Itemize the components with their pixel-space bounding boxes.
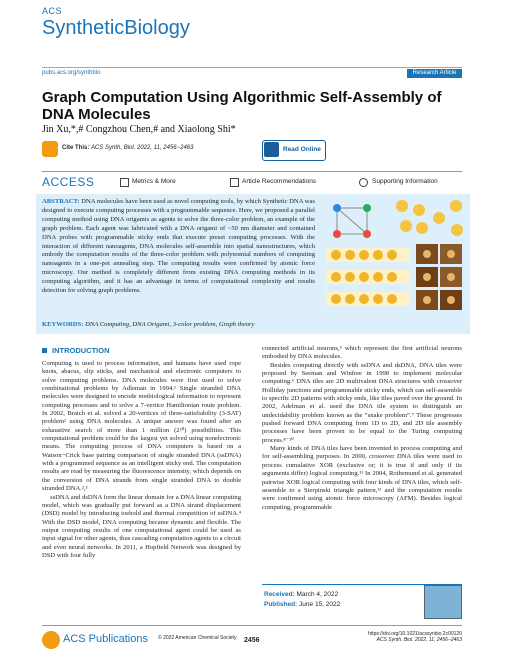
read-online-icon[interactable] (264, 142, 279, 157)
keywords-text: DNA Computing, DNA Origami, 3-color problem, Graph theory (85, 321, 255, 328)
document-icon[interactable] (230, 178, 239, 187)
journal-acs-label: ACS (42, 6, 63, 16)
section-marker-icon (42, 348, 47, 353)
abstract-text: DNA molecules have been used as novel computing tools, by which Synthetic DNA was designed to execute computing processes with a programmable sequence. Here, we proposed a parallel computing method using DNA origamis as agents to solve the three-color problem, an example of the graph problem. Each agent was fabricated with a DNA origami of ~50 nm diameter and contained DNA probes with programmable sticky ends that execute preset computing processes. With the interaction of different nanoagents, DNA molecules self-assemble into spatial nanostructures, which embody the computation results of the three-color problem with polynomial numbers of computing nanoagents in a one-pot annealing step. The computing results were confirmed by atomic force microscopy. Our method is completely different from existing DNA computing methods in its computing algorithm, and it has an advantage in terms of computational complexity and results detection for solving graph problems. (42, 198, 315, 295)
published-label: Published: (264, 601, 298, 608)
cite-label: Cite This: (62, 145, 90, 151)
acs-logo-icon (42, 631, 60, 649)
intro-paragraph-5: Many kinds of DNA tiles have been invented to process computing and for self-assembling purposes. In 2000, crossover DNA tiles were used to process cumulative XOR (exclusive or; it is true if and only if its arguments differ) logical computing.¹¹ In 2004, Rothemund et al. generated pairwise XOR logical computing with four kinds of DNA tiles, which self-assemble to a Sierpinski triangle pattern,¹² and the computation results were confirmed using atomic force microscopy (AFM). Besides logical computing, programmable (262, 445, 462, 511)
footer-divider (42, 625, 462, 626)
toc-graphic (322, 196, 466, 316)
body-column-right (262, 345, 462, 512)
recommendations-link[interactable]: Article Recommendations (242, 178, 317, 185)
read-online-label[interactable]: Read Online (283, 146, 321, 153)
afm-images-figure (416, 244, 462, 310)
article-title: Graph Computation Using Algorithmic Self-Assembly of DNA Molecules (42, 89, 442, 123)
received-date: March 4, 2022 (296, 591, 339, 598)
publisher-name: ACS Publications (63, 633, 148, 645)
supporting-info-link[interactable]: Supporting Information (372, 178, 438, 185)
intro-paragraph-1: Computing is used to process information, and humans have used rope knots, abacus, slip sticks, and mechanical and electronic computers to solve computing problems. DNA molecules were first used to solve combinational problems by Adleman in 1994.¹ Single stranded DNA molecules were designed to encode nonbiological information to represent computing processes and to solve a 7-vertice Hamiltonian route problem. In 2002, Braich et al. solved a 20-vertices of three-satisfiability (3-SAT) problem² using DNA molecules. A unique answer was found after an exhaustive search of more than 1 million (2²⁰) possibilities. This computational problem could be the largest yet solved using nonelectronic means. The computing process of DNA computers is based on a Watson−Crick base pairing comparison of single stranded DNA (ssDNA) with a programmed sequence as an intelligent sticky end. The computation results are read by measuring the fluorescence intensity, which depends on the conversion of DNA strands from single stranded DNA to double stranded DNA.²,³ (42, 360, 241, 493)
doi-block (352, 631, 462, 643)
metrics-link[interactable]: Metrics & More (132, 178, 176, 185)
keywords (42, 321, 255, 328)
doi-link[interactable]: https://doi.org/10.1021/acssynbio.2c00120 (368, 631, 462, 637)
author-list: Jin Xu,*,# Congzhou Chen,# and Xiaolong Shi* (42, 124, 236, 135)
cite-icon[interactable] (42, 141, 58, 157)
body-column-left (42, 360, 241, 560)
article-type-badge: Research Article (407, 69, 462, 78)
introduction-heading: INTRODUCTION (52, 346, 110, 355)
header-divider (42, 67, 462, 68)
journal-name: SyntheticBiology (42, 17, 190, 39)
journal-cover-thumbnail[interactable] (424, 585, 462, 619)
published-date: June 15, 2022 (299, 601, 341, 608)
abstract-label: ABSTRACT: (42, 198, 80, 205)
intro-paragraph-4: Besides computing directly with ssDNA and dsDNA, DNA tiles were proposed by Seeman and Winfree in 1998 to implement molecular computing.⁶ DNA tiles are 2D multivalent DNA structures with crossover Holliday junctions and programmable sticky ends, which can self-assemble to specific 2D patterns with sticky ends, like tiles paved over the ground. In 2002, Adelman et al. used the DNA tile system to distinguish an undecidability problem known as the “snake problem”.⁷ These progresses pushed forward DNA computing from 1D to 2D, and 2D tile assembly processes have been proven to be equal to the Turing computing process.⁸⁻¹⁰ (262, 361, 462, 444)
cite-this (62, 145, 193, 151)
copyright-notice: © 2022 American Chemical Society (158, 635, 237, 641)
intro-paragraph-3: connected artificial neurons,⁵ which represent the first artificial neurons embodied by DNA molecules. (262, 345, 462, 361)
info-icon[interactable] (359, 178, 368, 187)
footer-citation: ACS Synth. Biol. 2022, 11, 2456−2463 (376, 637, 462, 643)
intro-paragraph-2: ssDNA and dsDNA form the linear domain for a DNA linear computing model, which was gradually put forward as a DNA strand displacement (DSD) model by introducing toehold and thermal competition of ssDNA.⁴ With the DSD model, DNA computing became dynamic and flexible. The output computing results of one computational agent could be used as input signal for other agents, thus cascading computation agents to a circuit and even neural networks. In 2011, a Hopfield Network was designed by DSD with four fully (42, 493, 241, 559)
origami-agents-figure (396, 200, 463, 236)
bar-chart-icon[interactable] (120, 178, 129, 187)
keywords-label: KEYWORDS: (42, 321, 84, 328)
three-color-graph-figure (333, 204, 371, 238)
assembly-results-figure (326, 248, 410, 306)
journal-url-link[interactable]: pubs.acs.org/synthbio (42, 70, 101, 76)
abstract (42, 198, 315, 296)
page-number: 2456 (244, 637, 260, 644)
access-label: ACCESS (42, 175, 95, 189)
access-divider (42, 171, 462, 172)
cite-reference[interactable]: ACS Synth. Biol. 2022, 11, 2456−2463 (91, 145, 194, 151)
publication-dates (264, 590, 340, 610)
received-label: Received: (264, 591, 295, 598)
